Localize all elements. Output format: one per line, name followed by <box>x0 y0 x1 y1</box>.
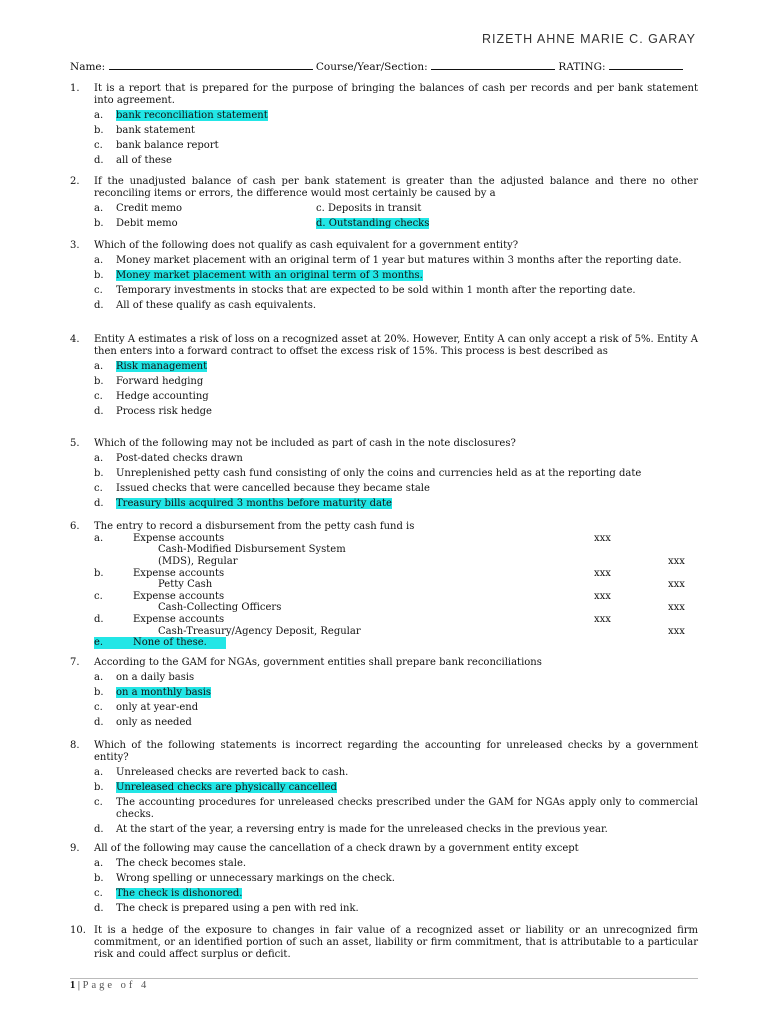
question-5: 5. Which of the following may not be included as part of cash in the note disclosures? a. Post-dated checks drawn b. Unreplenished petty cash fund consisting of only the coins and currencies held as at the reporting date c. Issued checks that were cancelled because they became stale d. Treasury bills acquired 3 months before maturity date <box>70 438 698 510</box>
option-c: c. Issued checks that were cancelled because they became stale <box>94 483 430 495</box>
question-text: Which of the following statements is incorrect regarding the accounting for unreleased checks by a government entity? <box>94 740 698 763</box>
highlighted-answer: Treasury bills acquired 3 months before maturity date <box>116 498 392 510</box>
option-a: a. on a daily basis <box>94 672 195 684</box>
option-a: a. Money market placement with an original term of 1 year but matures within 3 months after the reporting date. <box>94 255 682 267</box>
option-b: b. Debit memo <box>94 217 178 229</box>
option-c: c. bank balance report <box>94 140 219 152</box>
question-text: All of the following may cause the cancellation of a check drawn by a government entity except <box>94 843 579 854</box>
option-a: a. Credit memo <box>94 202 183 214</box>
option-b: b. Unreleased checks are physically cancelled <box>94 781 337 793</box>
option-d: d. All of these qualify as cash equivalents. <box>94 300 317 312</box>
name-label: Name: <box>70 61 106 73</box>
question-text: Which of the following may not be included as part of cash in the note disclosures? <box>94 438 516 449</box>
name-blank <box>109 60 313 70</box>
question-text: According to the GAM for NGAs, government entities shall prepare bank reconciliations <box>94 657 542 668</box>
student-info-line <box>70 60 698 73</box>
option-b: b. Forward hedging <box>94 375 204 387</box>
option-d <box>316 218 429 230</box>
question-9: 9. All of the following may cause the cancellation of a check drawn by a government entity except a. The check becomes stale. b. Wrong spelling or unnecessary markings on the check. c. The check is dishonored. d. The check is prepared using a pen with red ink. <box>70 843 698 915</box>
course-blank <box>431 60 555 70</box>
question-text: The entry to record a disbursement from the petty cash fund is <box>94 521 415 532</box>
highlighted-answer: Risk management <box>116 360 208 372</box>
option-a: a. Risk management <box>94 360 208 372</box>
question-text: It is a report that is prepared for the purpose of bringing the balances of cash per records and per bank statement into agreement. <box>94 83 698 106</box>
question-number: 1. <box>70 83 80 94</box>
question-7: 7. According to the GAM for NGAs, government entities shall prepare bank reconciliations a. on a daily basis b. on a monthly basis c. only at year-end d. only as needed <box>70 657 698 729</box>
page-footer: 1 | Page of 4 <box>70 980 150 991</box>
option-d: d. only as needed <box>94 717 192 729</box>
page-label: Page of 4 <box>82 980 150 991</box>
highlighted-answer: Money market placement with an original term of 3 months. <box>116 270 423 282</box>
question-10: 10. It is a hedge of the exposure to changes in fair value of a recognized asset or liability or an unrecognized firm commitment, or an identified portion of such an asset, liability or firm commitment, that is attributable to a particular risk and could affect surplus or deficit. <box>70 925 698 960</box>
option-d: d. The check is prepared using a pen with red ink. <box>94 903 359 915</box>
option-b: b. Unreplenished petty cash fund consisting of only the coins and currencies held as at the reporting date <box>94 468 642 480</box>
author-header: RIZETH AHNE MARIE C. GARAY <box>482 32 696 46</box>
option-a: a. The check becomes stale. <box>94 858 247 870</box>
question-6: 6. The entry to record a disbursement from the petty cash fund is a. Expense accounts xxx Cash-Modified Disbursement System (MDS), Regular xxx b. Expense accounts xxx Petty Cash xxx c. Expense accounts xxx Cash-Collecting Officers xxx d. Expense accounts xxx Cash-Treasury/Agency Deposit, Regular xxx e. None of these. <box>70 521 698 649</box>
option-b: b. Money market placement with an original term of 3 months. <box>94 270 423 282</box>
question-text: Which of the following does not qualify as cash equivalent for a government entity? <box>94 240 519 251</box>
option-b: b. Wrong spelling or unnecessary markings on the check. <box>94 873 395 885</box>
highlighted-answer: The check is dishonored. <box>116 888 243 900</box>
highlighted-answer: Unreleased checks are physically cancelled <box>116 781 337 793</box>
option-c: c. The check is dishonored. <box>94 888 243 900</box>
option-d: d. all of these <box>94 155 172 167</box>
question-text: Entity A estimates a risk of loss on a recognized asset at 20%. However, Entity A can only accept a risk of 5%. Entity A then enters into a forward contract to offset the excess risk of 15%. This process is best described as <box>94 334 698 357</box>
rating-blank <box>609 60 683 70</box>
page-number: 1 <box>70 980 76 991</box>
footer-divider <box>70 978 698 979</box>
rating-label: RATING: <box>558 61 606 73</box>
question-text: It is a hedge of the exposure to changes in fair value of a recognized asset or liability or an unrecognized firm commitment, or an identified portion of such an asset, liability or firm commitment, that is attributable to a particular risk and could affect surplus or deficit. <box>94 925 698 960</box>
course-label: Course/Year/Section: <box>315 61 428 73</box>
highlighted-answer: on a monthly basis <box>116 687 212 699</box>
question-2: 2. If the unadjusted balance of cash per bank statement is greater than the adjusted balance and there no other reconciling items or errors, the difference would most certainly be caused by a a. Credit memo c. Deposits in transit b. Debit memo d. Outstanding checks <box>70 176 698 229</box>
option-a: a. Post-dated checks drawn <box>94 453 243 465</box>
option-a: a. bank reconciliation statement <box>94 109 268 121</box>
option-c: c. Temporary investments in stocks that are expected to be sold within 1 month after the reporting date. <box>94 285 636 297</box>
option-c: c. Hedge accounting <box>94 391 209 403</box>
option-b: b. on a monthly basis <box>94 687 212 699</box>
option-c: c. only at year-end <box>94 702 199 714</box>
question-4: 4. Entity A estimates a risk of loss on a recognized asset at 20%. However, Entity A can only accept a risk of 5%. Entity A then enters into a forward contract to offset the excess risk of 15%. This process is best described as a. Risk management b. Forward hedging c. Hedge accounting d. Process risk hedge <box>70 334 698 418</box>
option-c: c. The accounting procedures for unreleased checks prescribed under the GAM for NGAs apply only to commercial checks. <box>94 797 698 820</box>
option-a: a. Unreleased checks are reverted back to cash. <box>94 766 349 778</box>
question-1 <box>70 83 698 167</box>
question-text: If the unadjusted balance of cash per bank statement is greater than the adjusted balance and there no other reconciling items or errors, the difference would most certainly be caused by a <box>94 176 698 199</box>
option-c: c. Deposits in transit <box>316 202 422 214</box>
question-3: 3. Which of the following does not qualify as cash equivalent for a government entity? a. Money market placement with an original term of 1 year but matures within 3 months after the reporting date. b. Money market placement with an original term of 3 months. c. Temporary investments in stocks that are expected to be sold within 1 month after the reporting date. d. All of these qualify as cash equivalents. <box>70 240 698 312</box>
option-d: d. At the start of the year, a reversing entry is made for the unreleased checks in the previous year. <box>94 823 608 835</box>
highlighted-answer: d. Outstanding checks <box>316 217 430 229</box>
journal-entry-options: a. Expense accounts xxx Cash-Modified Disbursement System (MDS), Regular xxx b. Expense accounts xxx Petty Cash xxx c. Expense accounts xxx Cash-Collecting Officers xxx d. Expense accounts xxx Cash-Treasury/Agency Deposit, Regular xxx e. None of these. <box>94 532 685 649</box>
option-b: b. bank statement <box>94 124 195 136</box>
question-8: 8. Which of the following statements is incorrect regarding the accounting for unreleased checks by a government entity? a. Unreleased checks are reverted back to cash. b. Unreleased checks are physically cancelled c. The accounting procedures for unreleased checks prescribed under the GAM for NGAs apply only to commercial checks. d. At the start of the year, a reversing entry is made for the unreleased checks in the previous year. <box>70 740 698 835</box>
option-d: d. Process risk hedge <box>94 406 212 418</box>
highlighted-answer: bank reconciliation statement <box>116 109 268 121</box>
option-d: d. Treasury bills acquired 3 months before maturity date <box>94 498 392 510</box>
